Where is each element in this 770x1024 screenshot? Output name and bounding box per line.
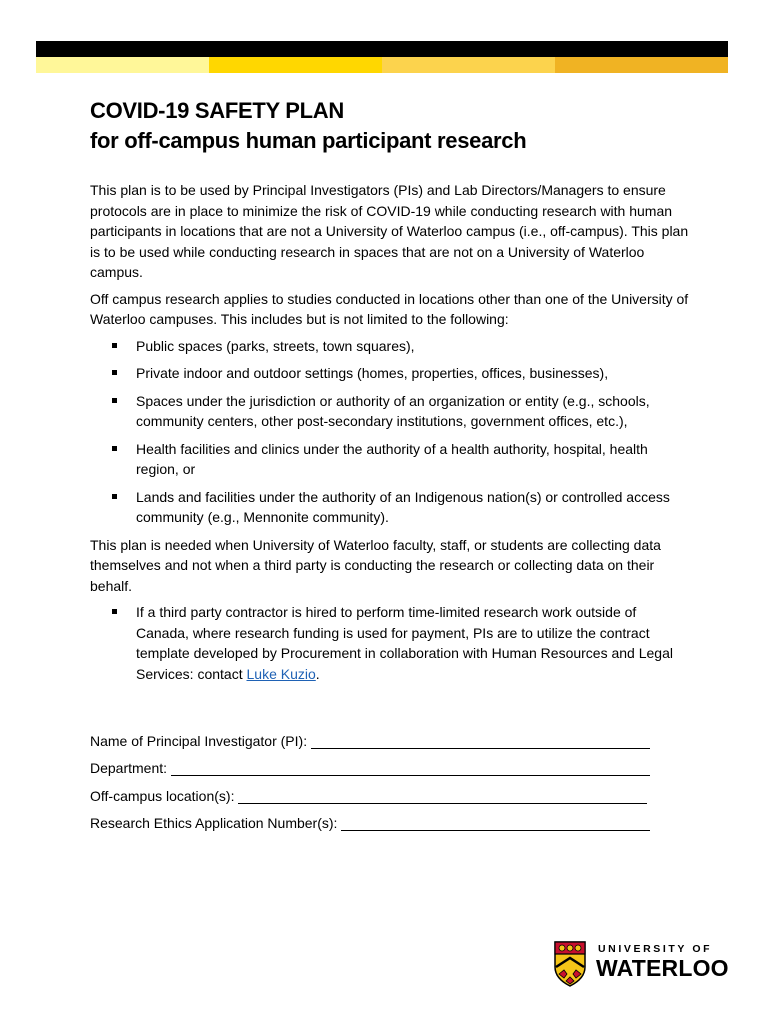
- document-title: [90, 96, 730, 156]
- university-crest-icon: [554, 941, 586, 987]
- department-input[interactable]: [171, 761, 650, 776]
- requirement-paragraph: This plan is needed when University of Waterloo faculty, staff, or students are collecting data themselves and not when a third party is conducting the research or collecting data on their behalf.: [90, 536, 661, 594]
- contact-link[interactable]: Luke Kuzio: [246, 665, 316, 682]
- ethics-number-input[interactable]: [341, 816, 650, 831]
- intro-paragraph: This plan is to be used by Principal Investigators (PIs) and Lab Directors/Managers to ensure protocols are in place to minimize the risk of COVID-19 while conducting research with human participants in locations that are not a University of Waterloo campus (i.e., off-campus). This plan is to be used while conducting research in spaces that are not on a University of Waterloo campus.: [90, 182, 689, 280]
- contractor-list: [90, 602, 690, 684]
- square-bullet-icon: [112, 609, 117, 614]
- title-line-2: for off-campus human participant research: [90, 128, 527, 153]
- university-logo: [554, 941, 730, 989]
- ethics-number-label: Research Ethics Application Number(s):: [90, 814, 338, 831]
- list-item: Lands and facilities under the authority of an Indigenous nation(s) or controlled access community (e.g., Mennonite community).: [90, 487, 690, 528]
- scope-paragraph: Off campus research applies to studies conducted in locations other than one of the University of Waterloo campuses. This includes but is not limited to the following:: [90, 290, 689, 327]
- header-color-stripes: [36, 57, 728, 73]
- location-input[interactable]: [238, 789, 647, 804]
- stripe-4: [555, 57, 728, 73]
- title-line-1: COVID-19 SAFETY PLAN: [90, 98, 344, 123]
- logo-waterloo: WATERLOO: [596, 955, 729, 981]
- square-bullet-icon: [112, 343, 117, 348]
- pi-name-field: [90, 729, 650, 749]
- square-bullet-icon: [112, 398, 117, 403]
- pi-name-label: Name of Principal Investigator (PI):: [90, 733, 308, 749]
- ethics-number-field: [90, 811, 650, 831]
- list-item: Spaces under the jurisdiction or authority of an organization or entity (e.g., schools, community centers, other post-secondary institutions, government offices, etc.),: [90, 391, 690, 432]
- stripe-2: [209, 57, 382, 73]
- department-label: Department:: [90, 760, 168, 777]
- square-bullet-icon: [112, 370, 117, 375]
- location-field: [90, 784, 650, 804]
- list-item: Public spaces (parks, streets, town squares),: [90, 336, 690, 357]
- stripe-1: [36, 57, 209, 73]
- stripe-3: [382, 57, 555, 73]
- location-list: [90, 336, 690, 528]
- logo-university-of: UNIVERSITY OF: [598, 943, 713, 955]
- form-fields: [90, 729, 650, 838]
- pi-name-input[interactable]: [311, 734, 650, 749]
- square-bullet-icon: [112, 494, 117, 499]
- header-black-bar: [36, 41, 728, 57]
- location-label: Off-campus location(s):: [90, 787, 235, 804]
- list-item: If a third party contractor is hired to perform time-limited research work outside of Canada, where research funding is used for payment, PIs are to utilize the contract template developed by Procurement in collaboration with Human Resources and Legal Services: contact Luke Kuzio.: [90, 602, 690, 684]
- square-bullet-icon: [112, 446, 117, 451]
- list-item: Health facilities and clinics under the authority of a health authority, hospital, health region, or: [90, 439, 690, 480]
- document-body: [90, 180, 690, 691]
- department-field: [90, 756, 650, 776]
- list-item: Private indoor and outdoor settings (homes, properties, offices, businesses),: [90, 363, 690, 384]
